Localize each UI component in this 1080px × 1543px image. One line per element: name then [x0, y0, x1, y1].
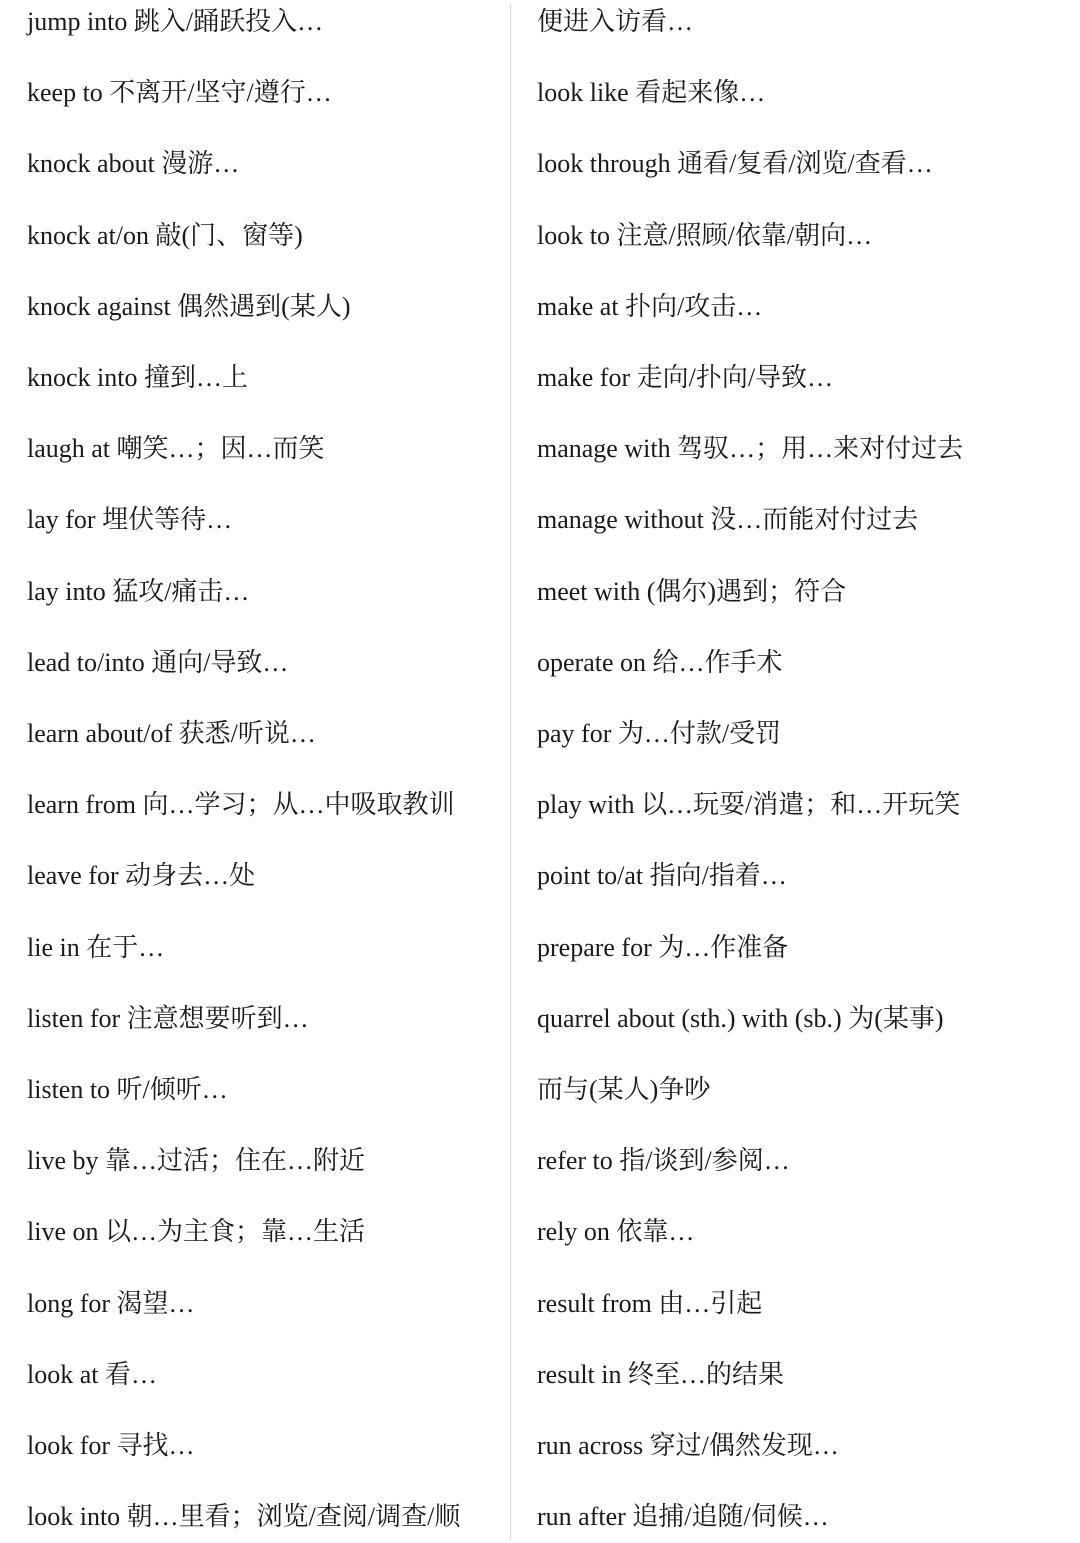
- right-entry: 而与(某人)争吵: [537, 1075, 711, 1104]
- left-entry: lay into 猛攻/痛击…: [27, 576, 250, 606]
- right-entry: quarrel about (sth.) with (sb.) 为(某事): [537, 1003, 944, 1033]
- left-entry: live by 靠…过活；住在…附近: [27, 1146, 365, 1176]
- right-entry: refer to 指/谈到/参阅…: [537, 1146, 790, 1176]
- right-entry: look through 通看/复看/浏览/查看…: [537, 149, 933, 179]
- right-entry: result from 由…引起: [537, 1288, 763, 1318]
- right-entry: 便进入访看…: [537, 7, 694, 36]
- right-entry: point to/at 指向/指着…: [537, 861, 787, 891]
- left-entry: lie in 在于…: [27, 932, 165, 962]
- left-entry: jump into 跳入/踊跃投入…: [27, 7, 324, 36]
- left-entry: live on 以…为主食；靠…生活: [27, 1217, 365, 1247]
- right-entry: rely on 依靠…: [537, 1217, 695, 1247]
- right-entry: meet with (偶尔)遇到；符合: [537, 576, 847, 606]
- right-entry: look like 看起来像…: [537, 78, 766, 108]
- left-entry: look into 朝…里看；浏览/查阅/调查/顺: [27, 1502, 461, 1532]
- left-entry: leave for 动身去…处: [27, 861, 256, 891]
- left-entry: look at 看…: [27, 1359, 157, 1389]
- left-entry: learn about/of 获悉/听说…: [27, 719, 316, 748]
- column-divider: [510, 4, 511, 1540]
- left-entry: lead to/into 通向/导致…: [27, 647, 289, 677]
- left-entry: knock about 漫游…: [27, 149, 240, 179]
- left-entry: lay for 埋伏等待…: [27, 505, 233, 535]
- right-entry: manage with 驾驭…；用…来对付过去: [537, 434, 964, 464]
- left-entry: knock against 偶然遇到(某人): [27, 291, 351, 321]
- left-entry: look for 寻找…: [27, 1431, 195, 1460]
- left-entry: learn from 向…学习；从…中吸取教训: [27, 790, 455, 820]
- left-entry: listen for 注意想要听到…: [27, 1003, 309, 1033]
- left-entry: knock at/on 敲(门、窗等): [27, 220, 303, 250]
- right-entry: prepare for 为…作准备: [537, 932, 789, 962]
- left-entry: keep to 不离开/坚守/遵行…: [27, 78, 332, 108]
- left-entry: laugh at 嘲笑…；因…而笑: [27, 434, 325, 464]
- left-entry: knock into 撞到…上: [27, 363, 248, 392]
- right-entry: operate on 给…作手术: [537, 647, 783, 677]
- right-entry: play with 以…玩耍/消遣；和…开玩笑: [537, 790, 961, 820]
- left-entry: long for 渴望…: [27, 1288, 195, 1318]
- right-entry: manage without 没…而能对付过去: [537, 505, 919, 535]
- right-entry: make for 走向/扑向/导致…: [537, 363, 834, 392]
- right-entry: look to 注意/照顾/依靠/朝向…: [537, 220, 873, 250]
- left-entry: listen to 听/倾听…: [27, 1075, 228, 1104]
- right-entry: run after 追捕/追随/伺候…: [537, 1502, 829, 1532]
- right-entry: make at 扑向/攻击…: [537, 291, 763, 321]
- right-entry: pay for 为…付款/受罚: [537, 719, 782, 748]
- right-entry: result in 终至…的结果: [537, 1359, 784, 1389]
- right-entry: run across 穿过/偶然发现…: [537, 1431, 839, 1460]
